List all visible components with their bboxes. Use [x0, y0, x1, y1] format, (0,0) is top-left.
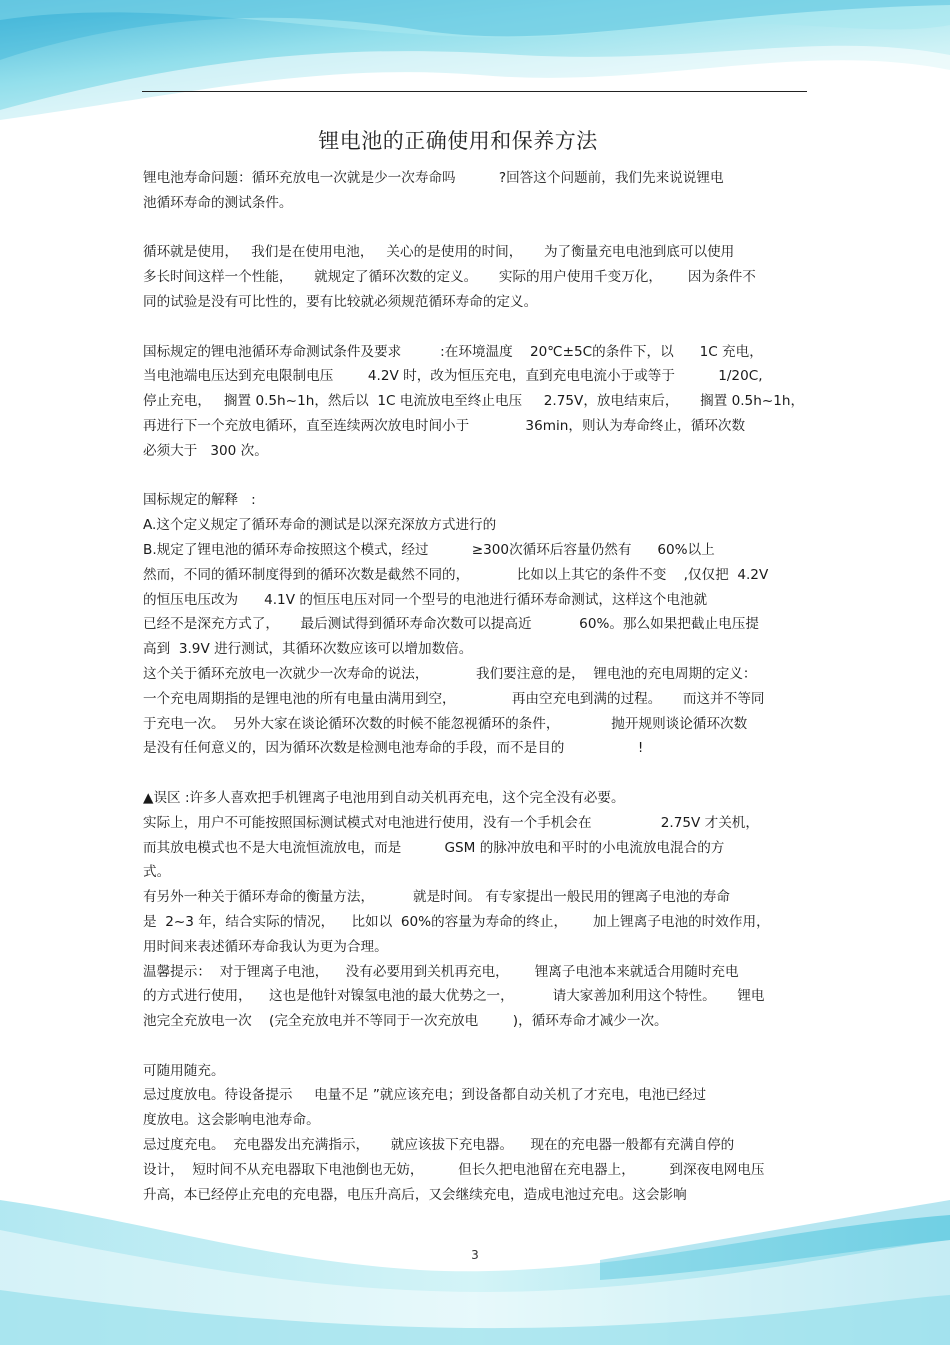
text-line: 度放电。这会影响电池寿命。 — [143, 1112, 320, 1129]
text-line: 已经不是深充方式了， 最后测试得到循环寿命次数可以提高近 60%。那么如果把截止电压提 — [143, 616, 759, 633]
text-line: 国标规定的解释 : — [143, 492, 256, 509]
text-line: 式。 — [143, 864, 171, 881]
text-line: 这个关于循环充放电一次就少一次寿命的说法， 我们要注意的是， 锂电池的充电周期的定义： — [143, 665, 757, 682]
text-line: 忌过度放电。待设备提示 电量不足 ”就应该充电；到设备都自动关机了才充电，电池已经过 — [143, 1087, 707, 1104]
text-line: 有另外一种关于循环寿命的衡量方法， 就是时间。 有专家提出一般民用的锂离子电池的寿命 — [143, 889, 730, 906]
paragraph — [143, 1059, 810, 1208]
text-line: 而其放电模式也不是大电流恒流放电，而是 GSM 的脉冲放电和平时的小电流放电混合的方 — [143, 839, 725, 856]
paragraph — [143, 786, 810, 1034]
paragraph — [143, 488, 810, 761]
paragraph — [143, 166, 810, 216]
text-line: 可随用随充。 — [143, 1062, 225, 1079]
text-line: 多长时间这样一个性能， 就规定了循环次数的定义。 实际的用户使用千变万化， 因为条件不 — [143, 269, 756, 286]
paragraph — [143, 240, 810, 314]
text-line: 然而，不同的循环制度得到的循环次数是截然不同的， 比如以上其它的条件不变 ,仅仅把 4.2V — [143, 566, 769, 583]
text-line: 一个充电周期指的是锂电池的所有电量由满用到空， 再由空充电到满的过程。 而这并不等同 — [143, 690, 765, 707]
text-line: 高到 3.9V 进行测试，其循环次数应该可以增加数倍。 — [143, 641, 473, 658]
text-line: 锂电池寿命问题：循环充放电一次就是少一次寿命吗 ?回答这个问题前，我们先来说说锂电 — [143, 170, 724, 186]
text-line: 忌过度充电。 充电器发出充满指示， 就应该拔下充电器。 现在的充电器一般都有充满自停的 — [143, 1137, 735, 1154]
text-line: 实际上，用户不可能按照国标测试模式对电池进行使用，没有一个手机会在 2.75V 才关机， — [143, 814, 759, 831]
text-line: 升高，本已经停止充电的充电器，电压升高后，又会继续充电，造成电池过充电。这会影响 — [143, 1186, 687, 1203]
text-line: 同的试验是没有可比性的，要有比较就必须规范循环寿命的定义。 — [143, 293, 538, 310]
document-body — [143, 166, 810, 1207]
text-line: A.这个定义规定了循环寿命的测试是以深充深放方式进行的 — [143, 517, 497, 534]
text-line: 国标规定的锂电池循环寿命测试条件及要求 :在环境温度 20℃±5C的条件下，以 1C 充电， — [143, 343, 763, 360]
text-line: 必须大于 300 次。 — [143, 442, 268, 459]
text-line: 是没有任何意义的，因为循环次数是检测电池寿命的手段，而不是目的 ! — [143, 740, 644, 757]
page-number: 3 — [471, 1248, 479, 1262]
header-rule — [142, 91, 807, 92]
text-line: 池完全充放电一次 (完全充放电并不等同于一次充放电 )，循环寿命才减少一次。 — [143, 1013, 668, 1030]
text-line: 的恒压电压改为 4.1V 的恒压电压对同一个型号的电池进行循环寿命测试，这样这个电池就 — [143, 591, 708, 608]
document-title: 锂电池的正确使用和保养方法 — [318, 129, 598, 153]
text-line: 循环就是使用， 我们是在使用电池， 关心的是使用的时间， 为了衡量充电电池到底可以使用 — [143, 244, 735, 261]
text-line: 的方式进行使用， 这也是他针对镍氢电池的最大优势之一， 请大家善加利用这个特性。 锂电 — [143, 988, 765, 1005]
text-line: 于充电一次。 另外大家在谈论循环次数的时候不能忽视循环的条件， 抛开规则谈论循环次数 — [143, 715, 748, 732]
text-line: 停止充电， 搁置 0.5h~1h，然后以 1C 电流放电至终止电压 2.75V，放电结束后， 搁置 0.5h~1h， — [143, 393, 805, 410]
text-line: 再进行下一个充放电循环，直至连续两次放电时间小于 36min，则认为寿命终止，循环次数 — [143, 417, 746, 434]
text-line: 当电池端电压达到充电限制电压 4.2V 时，改为恒压充电，直到充电电流小于或等于 1/20C, — [143, 368, 763, 385]
text-line: B.规定了锂电池的循环寿命按照这个模式，经过 ≥300次循环后容量仍然有 60%以上 — [143, 541, 715, 558]
text-line: ▲误区 :许多人喜欢把手机锂离子电池用到自动关机再充电，这个完全没有必要。 — [143, 789, 625, 806]
text-line: 池循环寿命的测试条件。 — [143, 194, 293, 211]
text-line: 用时间来表述循环寿命我认为更为合理。 — [143, 938, 388, 955]
text-line: 设计， 短时间不从充电器取下电池倒也无妨， 但长久把电池留在充电器上， 到深夜电网电压 — [143, 1161, 765, 1178]
paragraph — [143, 340, 810, 464]
text-line: 温馨提示： 对于锂离子电池， 没有必要用到关机再充电， 锂离子电池本来就适合用随时充电 — [143, 963, 739, 980]
text-line: 是 2~3 年，结合实际的情况， 比如以 60%的容量为寿命的终止， 加上锂离子电池的时效作用， — [143, 913, 770, 930]
